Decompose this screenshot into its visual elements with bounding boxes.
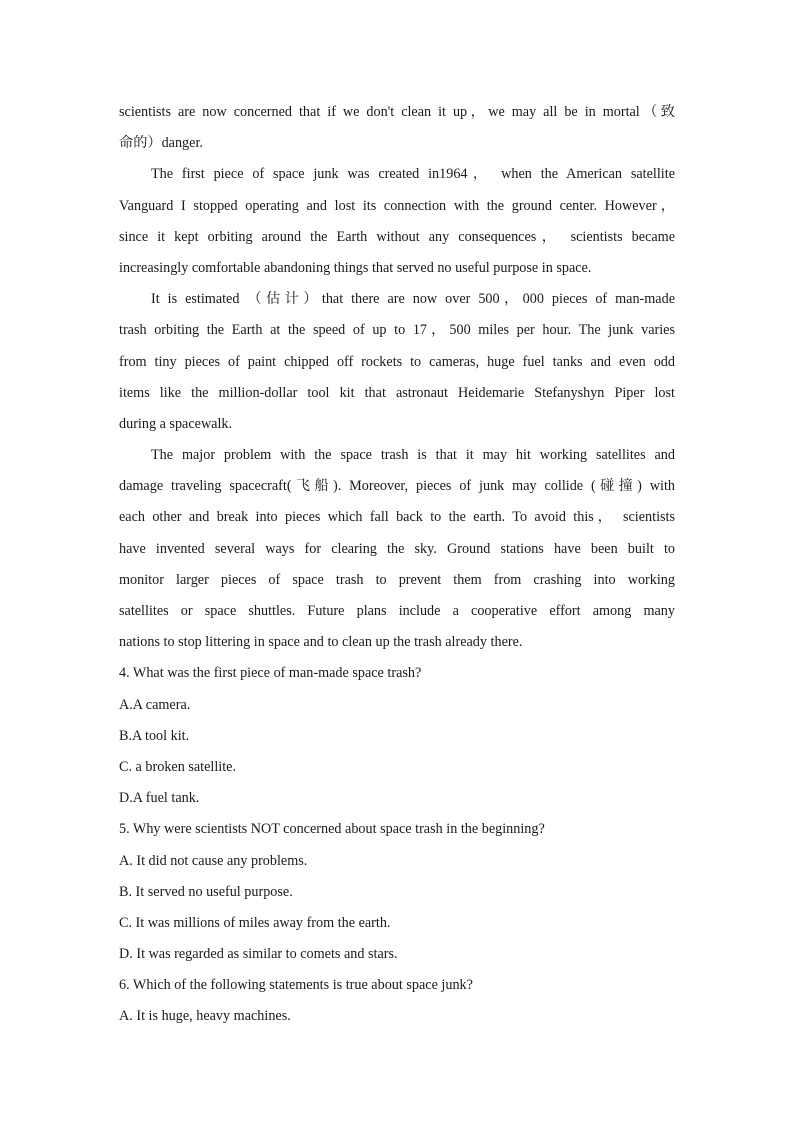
answer-option: A. It is huge, heavy machines. bbox=[119, 1008, 291, 1025]
answer-option: D. It was regarded as similar to comets and stars. bbox=[119, 946, 398, 963]
passage-line: scientists are now concerned that if we don't clean it up，we may all be in mortal（致 bbox=[119, 104, 675, 120]
answer-option: B.A tool kit. bbox=[119, 727, 190, 744]
passage-line: trash orbiting the Earth at the speed of up to 17，500 miles per hour. The junk varies bbox=[119, 322, 675, 339]
answer-option: A.A camera. bbox=[119, 696, 191, 713]
question-stem: 5. Why were scientists NOT concerned about space trash in the beginning? bbox=[119, 821, 545, 838]
passage-line: It is estimated （估计）that there are now over 500，000 pieces of man-made bbox=[151, 291, 675, 308]
passage-line: monitor larger pieces of space trash to prevent them from crashing into working bbox=[119, 571, 675, 588]
passage-line: from tiny pieces of paint chipped off rockets to cameras, huge fuel tanks and even odd bbox=[119, 353, 675, 370]
question-stem: 4. What was the first piece of man-made space trash? bbox=[119, 665, 422, 682]
questions bbox=[119, 658, 675, 1032]
passage-line: satellites or space shuttles. Future plans include a cooperative effort among many bbox=[119, 603, 675, 619]
passage-line: Vanguard I stopped operating and lost its connection with the ground center. However， bbox=[119, 197, 675, 214]
passage-line: each other and break into pieces which fall back to the earth. To avoid this， scientists bbox=[119, 509, 675, 526]
passage-line: The first piece of space junk was created in1964， when the American satellite bbox=[151, 166, 675, 183]
passage-line: damage traveling spacecraft(飞船). Moreover, pieces of junk may collide (碰撞) with bbox=[119, 478, 675, 495]
passage-line: have invented several ways for clearing the sky. Ground stations have been built to bbox=[119, 540, 675, 557]
document-page bbox=[119, 97, 675, 1033]
passage-line: 命的）danger. bbox=[119, 135, 203, 152]
question-stem: 6. Which of the following statements is true about space junk? bbox=[119, 977, 473, 994]
answer-option: D.A fuel tank. bbox=[119, 790, 200, 807]
answer-option: C. a broken satellite. bbox=[119, 758, 237, 775]
passage-line: increasingly comfortable abandoning things that served no useful purpose in space. bbox=[119, 259, 592, 276]
passage-line: during a spacewalk. bbox=[119, 415, 233, 432]
passage-line: items like the million-dollar tool kit that astronaut Heidemarie Stefanyshyn Piper lost bbox=[119, 384, 675, 401]
passage-line: since it kept orbiting around the Earth without any consequences， scientists became bbox=[119, 228, 675, 245]
passage-line: The major problem with the space trash is that it may hit working satellites and bbox=[151, 447, 675, 464]
answer-option: A. It did not cause any problems. bbox=[119, 852, 308, 869]
passage-line: nations to stop littering in space and to clean up the trash already there. bbox=[119, 634, 523, 651]
answer-option: C. It was millions of miles away from the earth. bbox=[119, 914, 391, 931]
passage bbox=[119, 97, 675, 658]
answer-option: B. It served no useful purpose. bbox=[119, 883, 293, 900]
